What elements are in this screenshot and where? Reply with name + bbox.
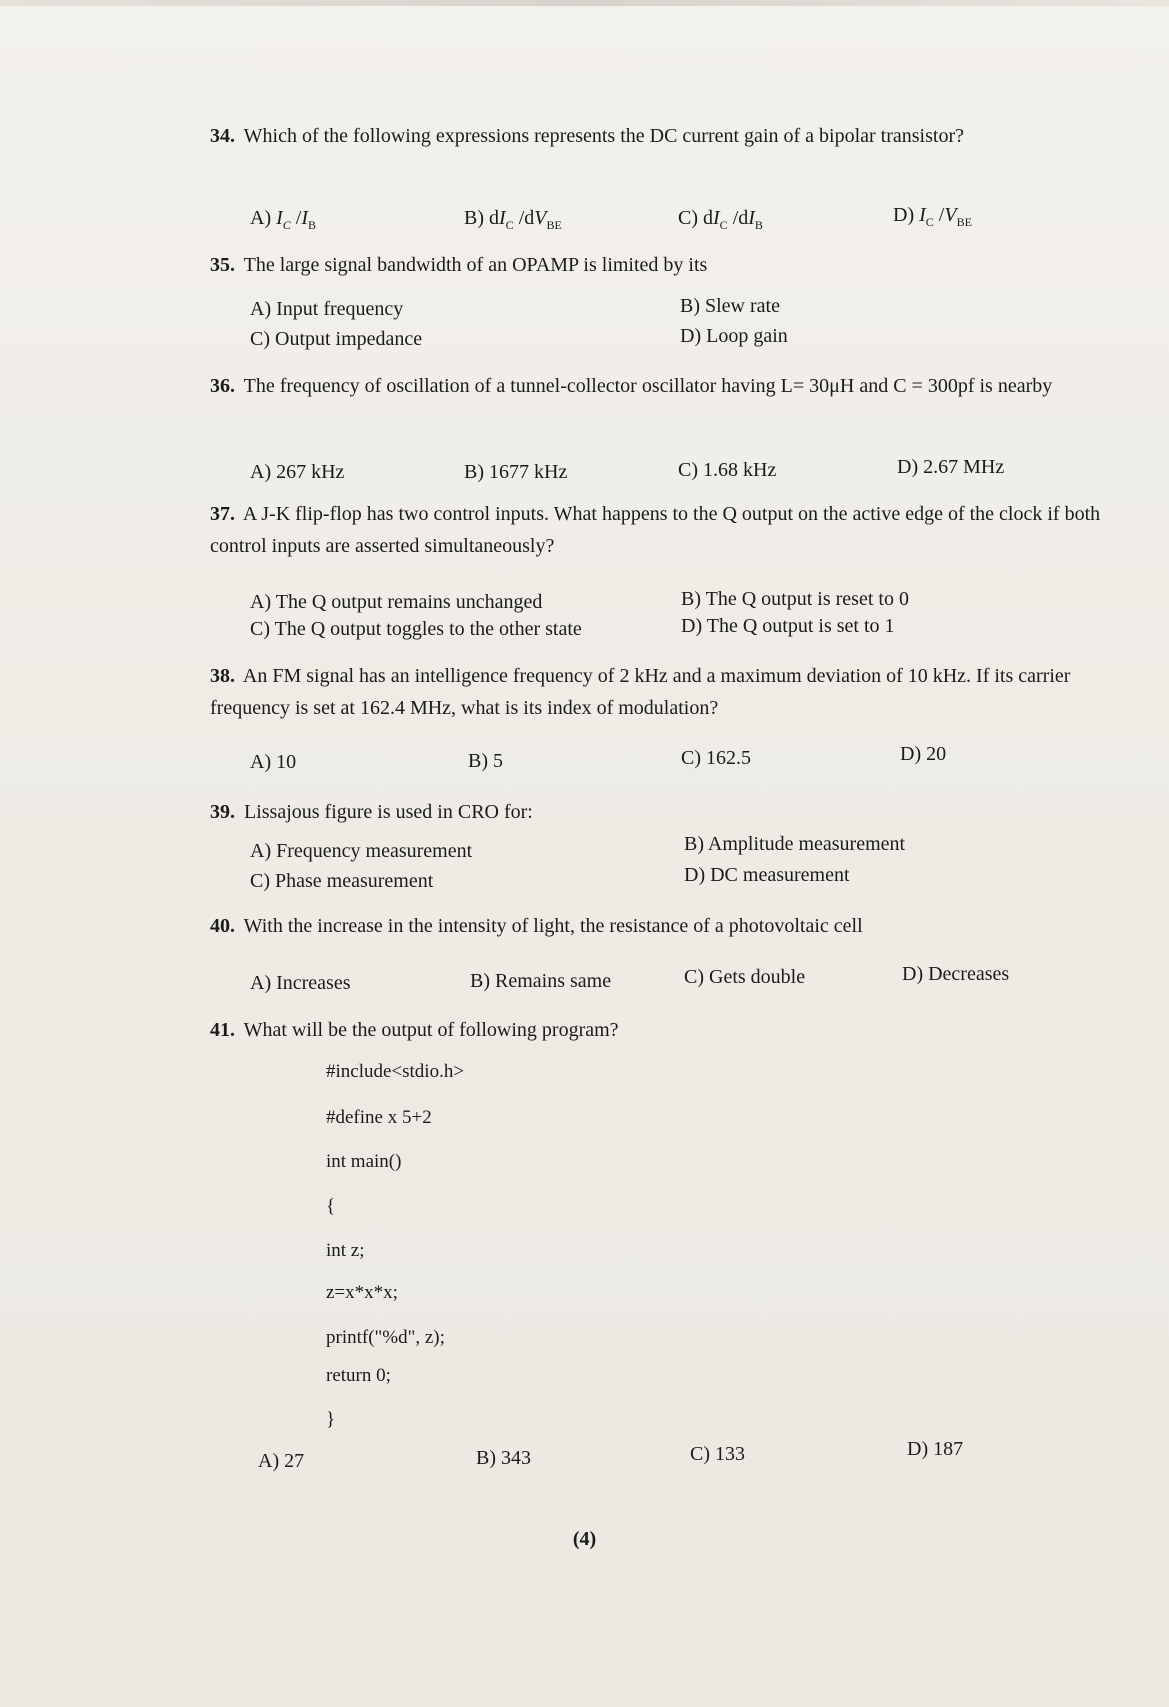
code-line: } [326, 1409, 336, 1430]
q36-option-c[interactable]: C) 1.68 kHz [678, 459, 777, 481]
q35-option-b[interactable]: B) Slew rate [680, 295, 780, 317]
page-number: (4) [572, 1528, 597, 1550]
question-39: 39. Lissajous figure is used in CRO for: [210, 801, 533, 823]
q34-option-c[interactable]: C) $dI_C$ $/dI_B$ [678, 207, 763, 232]
code-line: #include<stdio.h> [326, 1061, 465, 1082]
question-35: 35. The large signal bandwidth of an OPAMP is limited by its [210, 254, 708, 276]
q40-option-d[interactable]: D) Decreases [902, 963, 1010, 985]
q41-option-a[interactable]: A) 27 [258, 1450, 305, 1472]
q41-option-b[interactable]: B) 343 [476, 1447, 531, 1469]
question-text: Which of the following expressions represents the DC current gain of a bipolar transistor? [243, 125, 964, 147]
code-line: printf("%d", z); [326, 1327, 445, 1348]
q41-option-d[interactable]: D) 187 [907, 1438, 964, 1460]
q38-option-d[interactable]: D) 20 [900, 743, 947, 765]
q34-option-a[interactable]: A) $I_C$ $/I_B$ [250, 207, 317, 232]
q34-option-b[interactable]: B) $dI_C$ $/dV_{BE}$ [464, 207, 562, 232]
code-line: int main() [326, 1151, 402, 1172]
q40-option-c[interactable]: C) Gets double [684, 966, 806, 988]
q36-option-a[interactable]: A) 267 kHz [250, 461, 345, 483]
q37-option-b[interactable]: B) The Q output is reset to 0 [681, 588, 909, 610]
q39-option-b[interactable]: B) Amplitude measurement [684, 833, 906, 855]
q41-option-c[interactable]: C) 133 [690, 1443, 745, 1465]
q35-option-c[interactable]: C) Output impedance [250, 328, 423, 350]
question-40: 40. With the increase in the intensity of light, the resistance of a photovoltaic cell [210, 915, 863, 937]
q37-option-d[interactable]: D) The Q output is set to 1 [681, 615, 895, 637]
question-34 [210, 120, 1110, 152]
question-38: 38. An FM signal has an intelligence frequency of 2 kHz and a maximum deviation of 10 kHz. If its carrier frequency is set at 162.4 MHz, what is its index of modulation? [210, 665, 1071, 719]
top-edge [0, 0, 1169, 6]
q38-option-b[interactable]: B) 5 [468, 750, 503, 772]
question-number: 34. [210, 125, 235, 147]
question-37: 37. A J-K flip-flop has two control inputs. What happens to the Q output on the active edge of the clock if both control inputs are asserted simultaneously? [210, 503, 1101, 557]
q40-option-b[interactable]: B) Remains same [470, 970, 612, 992]
q35-option-a[interactable]: A) Input frequency [250, 298, 404, 320]
q34-option-d[interactable]: D) $I_C$ $/V_{BE}$ [893, 204, 972, 229]
q38-option-c[interactable]: C) 162.5 [681, 747, 751, 769]
q39-option-d[interactable]: D) DC measurement [684, 864, 850, 886]
question-41: 41. What will be the output of following program? [210, 1019, 619, 1041]
code-line: { [326, 1196, 336, 1217]
q39-option-c[interactable]: C) Phase measurement [250, 870, 434, 892]
code-line: z=x*x*x; [326, 1282, 398, 1303]
code-line: #define x 5+2 [326, 1107, 432, 1128]
option-text: $I_C$ [276, 207, 291, 232]
q37-option-a[interactable]: A) The Q output remains unchanged [250, 591, 543, 613]
q35-option-d[interactable]: D) Loop gain [680, 325, 788, 347]
code-line: int z; [326, 1240, 365, 1261]
q37-option-c[interactable]: C) The Q output toggles to the other state [250, 618, 582, 640]
question-36: 36. The frequency of oscillation of a tunnel-collector oscillator having L= 30μH and C = 300pf is nearby [210, 375, 1053, 397]
code-line: return 0; [326, 1365, 391, 1386]
q40-option-a[interactable]: A) Increases [250, 972, 351, 994]
q36-option-d[interactable]: D) 2.67 MHz [897, 456, 1005, 478]
q36-option-b[interactable]: B) 1677 kHz [464, 461, 568, 483]
q38-option-a[interactable]: A) 10 [250, 751, 297, 773]
q39-option-a[interactable]: A) Frequency measurement [250, 840, 473, 862]
